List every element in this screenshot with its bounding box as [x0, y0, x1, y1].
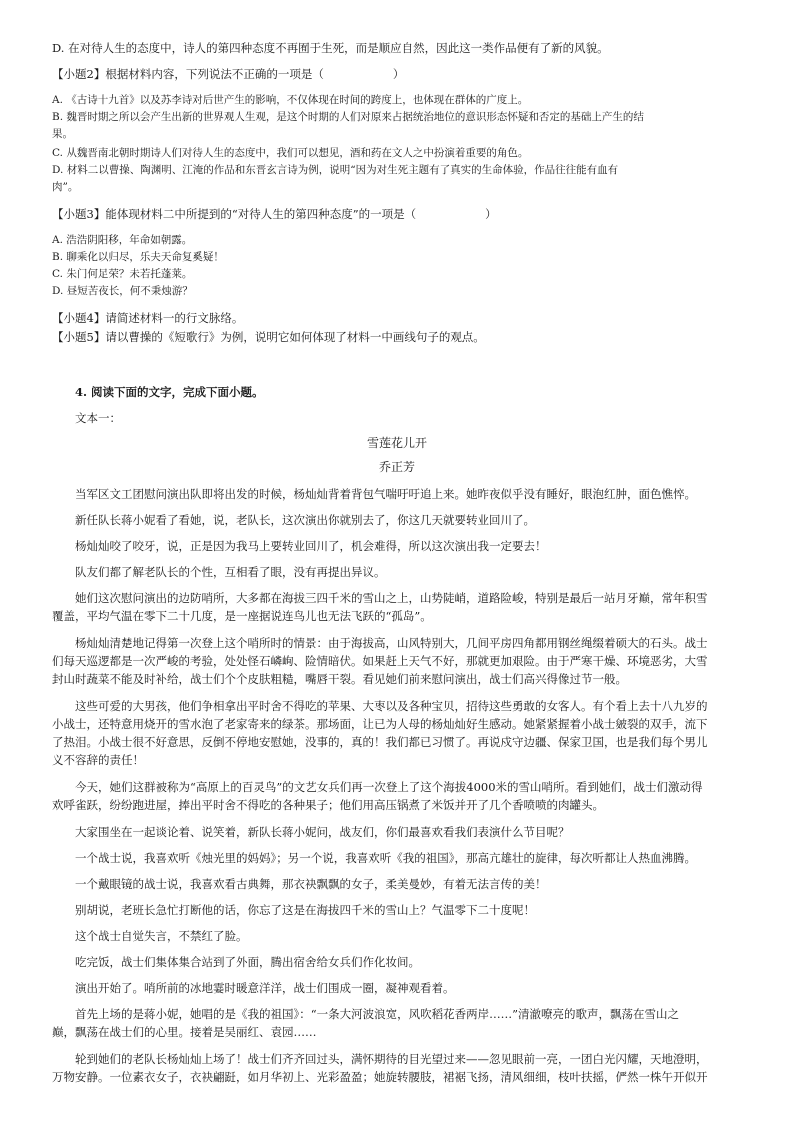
story-line: 义不容辞的责任！ [52, 753, 144, 767]
story-line: 小战士，还特意用烧开的雪水泡了老家寄来的绿茶。那场面，让已为人母的杨灿灿好生感动。她紧紧握着小战士皴裂的双手，流下 [52, 717, 708, 731]
story-line: 杨灿灿清楚地记得第一次登上这个哨所时的情景：由于海拔高，山风特别大，几间平房四角都用钢丝绳缀着硕大的石头。战士 [75, 636, 708, 650]
story-line: 吃完饭，战士们集体集合站到了外面，腾出宿舍给女兵们作化妆间。 [75, 955, 420, 969]
q2-option-b-line2: 果。 [52, 128, 73, 140]
story-line: 轮到她们的老队长杨灿灿上场了！战士们齐齐回过头，满怀期待的目光望过来——忽见眼前一亮，一团白光闪耀，天地澄明， [75, 1052, 708, 1066]
q4-stem: 【小题4】请简述材料一的行文脉络。 [52, 311, 244, 325]
story-line: 她们这次慰问演出的边防哨所，大多都在海拔三四千米的雪山之上，山势陡峭，道路险峻，特别是最后一站月牙巅，常年积雪 [75, 591, 708, 605]
q3-option-b: B. 聊乘化以归尽，乐夫天命复奚疑！ [52, 251, 224, 263]
story-line: 一个戴眼镜的战士说，我喜欢看古典舞，那衣袂飘飘的女子，柔美曼妙，有着无法言传的美！ [75, 877, 547, 891]
story-line: 首先上场的是蒋小妮，她唱的是《我的祖国》：“一条大河波浪宽，风吹稻花香两岸……”清澈嘹亮的歌声，飘荡在雪山之 [75, 1007, 680, 1021]
prev-option-d: D. 在对待人生的态度中，诗人的第四种态度不再囿于生死，而是顺应自然，因此这一类作品便有了新的风貌。 [52, 41, 609, 55]
story-line: 一个战士说，我喜欢听《烛光里的妈妈》；另一个说，我喜欢听《我的祖国》，那高亢雄壮的旋律，每次听都让人热血沸腾。 [75, 851, 696, 865]
story-line: 大家围坐在一起谈论着、说笑着，新队长蒋小妮问，战友们，你们最喜欢看我们表演什么节目呢？ [75, 825, 570, 839]
story-line: 杨灿灿咬了咬牙，说，正是因为我马上要转业回川了，机会难得，所以这次演出我一定要去！ [75, 539, 547, 553]
q2-option-d-line1: D. 材料二以曹操、陶渊明、江淹的作品和东晋玄言诗为例，说明“因为对生死主题有了真实的生命体验，作品往往能有血有 [52, 164, 619, 176]
story-line: 新任队长蒋小妮看了看她，说，老队长，这次演出你就别去了，你这几天就要转业回川了。 [75, 513, 535, 527]
q2-stem: 【小题2】根据材料内容，下列说法不正确的一项是（ ） [52, 67, 405, 81]
q3-option-c: C. 朱门何足荣？未若托蓬莱。 [52, 268, 193, 280]
q3-option-d: D. 昼短苦夜长，何不秉烛游？ [52, 285, 193, 297]
story-line: 今天，她们这群被称为“高原上的百灵鸟”的文艺女兵们再一次登上了这个海拔4000米的雪山哨所。看到她们，战士们激动得 [75, 780, 703, 794]
story-line: 了热泪。小战士很不好意思，反倒不停地安慰她，没事的，真的！我们都已习惯了。再说戍守边疆、保家卫国，也是我们每个男儿 [52, 735, 708, 749]
story-line: 当军区文工团慰问演出队即将出发的时候，杨灿灿背着背包气喘吁吁追上来。她昨夜似乎没有睡好，眼泡红肿，面色憔悴。 [75, 487, 696, 501]
q2-option-a: A. 《古诗十九首》以及苏李诗对后世产生的影响，不仅体现在时间的跨度上，也体现在群体的广度上。 [52, 94, 529, 106]
story-line: 演出开始了。哨所前的冰地霎时暖意洋洋，战士们围成一圈，凝神观看着。 [75, 981, 455, 995]
section-heading: 4. 阅读下面的文字，完成下面小题。 [75, 385, 264, 399]
story-line: 们每天巡逻都是一次严峻的考验，处处怪石嶙峋、险情暗伏。如果赶上天气不好，那就更加艰险。由于严寒干燥、环境恶劣，大雪 [52, 654, 708, 668]
story-line: 欢呼雀跃，纷纷跑进屋，捧出平时舍不得吃的各种果子；他们用高压锅煮了米饭并开了几个香喷喷的肉罐头。 [52, 798, 604, 812]
text-label: 文本一： [75, 411, 121, 425]
story-line: 巅，飘荡在战士们的心里。接着是吴丽红、袁园…… [52, 1025, 317, 1039]
q2-option-b-line1: B. 魏晋时期之所以会产生出新的世界观人生观，是这个时期的人们对原来占据统治地位的意识形态怀疑和否定的基础上产生的结 [52, 111, 644, 123]
story-line: 万物安静。一位素衣女子，衣袂翩跹，如月华初上、光彩盈盈；她旋转腰肢，裙裾飞扬，清风细细，枝叶扶摇，俨然一株午开似开 [52, 1070, 708, 1084]
story-line: 覆盖，平均气温在零下二十几度，是一座据说连鸟儿也无法飞跃的“孤岛”。 [52, 609, 432, 623]
story-line: 这些可爱的大男孩，他们争相拿出平时舍不得吃的苹果、大枣以及各种宝贝，招待这些勇敢的女客人。有个看上去十八九岁的 [75, 699, 708, 713]
story-line: 别胡说，老班长急忙打断他的话，你忘了这是在海拔四千米的雪山上？气温零下二十度呢！ [75, 903, 535, 917]
story-line: 这个战士自觉失言，不禁红了脸。 [75, 929, 248, 943]
q3-option-a: A. 浩浩阴阳移，年命如朝露。 [52, 234, 193, 246]
story-line: 封山时蔬菜不能及时补给，战士们个个皮肤粗糙，嘴唇干裂。看见她们前来慰问演出，战士们高兴得像过节一般。 [52, 672, 627, 686]
story-author: 乔正芳 [378, 460, 415, 474]
q5-stem: 【小题5】请以曹操的《短歌行》为例，说明它如何体现了材料一中画线句子的观点。 [52, 330, 485, 344]
q3-stem: 【小题3】能体现材料二中所提到的“对待人生的第四种态度”的一项是（ ） [52, 207, 497, 221]
story-title: 雪莲花儿开 [366, 436, 427, 450]
q2-option-c: C. 从魏晋南北朝时期诗人们对待人生的态度中，我们可以想见，酒和药在文人之中扮演着重要的角色。 [52, 147, 529, 159]
q2-option-d-line2: 肉”。 [52, 181, 79, 193]
story-line: 队友们都了解老队长的个性，互相看了眼，没有再提出异议。 [75, 565, 386, 579]
